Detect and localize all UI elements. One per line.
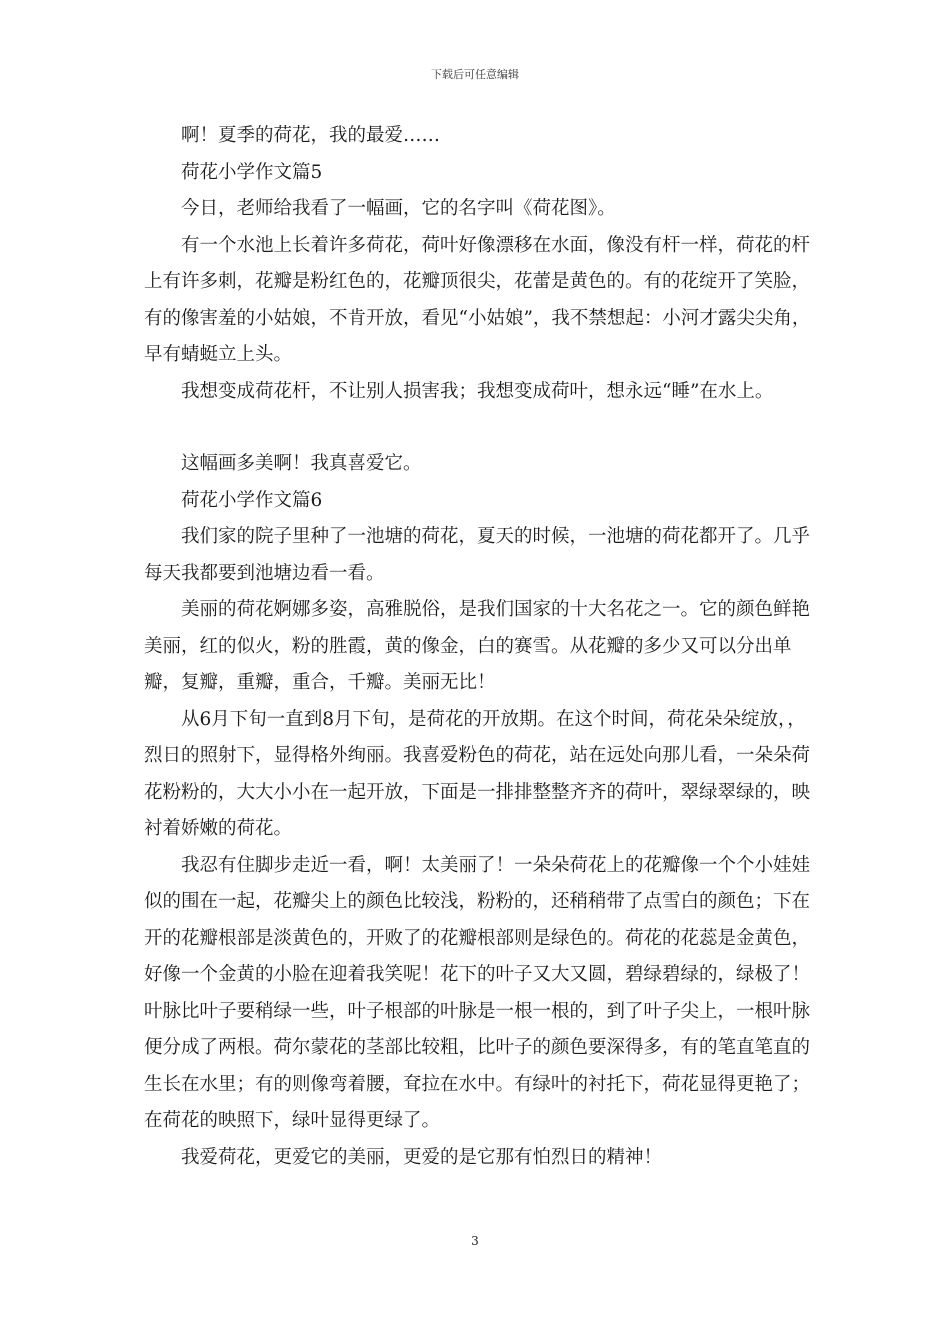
- paragraph-conclusion: 我爱荷花，更爱它的美丽，更爱的是它那有怕烈日的精神！: [181, 1146, 663, 1168]
- paragraph-painting-praise: 这幅画多美啊！我真喜爱它。: [181, 453, 422, 474]
- document-body: [144, 118, 816, 1176]
- paragraph-wish: 我想变成荷花杆，不让别人损害我；我想变成荷叶，想永远“睡”在水上。: [181, 380, 774, 402]
- paragraph-closer-look: 我忍有住脚步走近一看，啊！太美丽了！一朵朵荷花上的花瓣像一个个小娃娃似的围在一起，花瓣尖上的颜色比较浅，粉粉的，还稍稍带了点雪白的颜色；下在开的花瓣根部是淡黄色的，开败了的花瓣根部则是绿色的。荷花的花蕊是金黄色，好像一个金黄的小脸在迎着我笑呢！花下的叶子又大又圆，碧绿碧绿的，绿极了！叶脉比叶子要稍绿一些，叶子根部的叶脉是一根一根的，到了叶子尖上，一根叶脉便分成了两根。荷尔蒙花的茎部比较粗，比叶子的颜色要深得多，有的笔直笔直的生长在水里；有的则像弯着腰，耷拉在水中。有绿叶的衬托下，荷花显得更艳了；在荷花的映照下，绿叶显得更绿了。: [144, 854, 811, 1131]
- essay-title-5: 荷花小学作文篇5: [181, 161, 323, 183]
- paragraph-pond-description: 有一个水池上长着许多荷花，荷叶好像漂移在水面，像没有杆一样，荷花的杆上有许多刺，花瓣是粉红色的，花瓣顶很尖，花蕾是黄色的。有的花绽开了笑脸，有的像害羞的小姑娘，不肯开放，看见“小姑娘”，我不禁想起：小河才露尖尖角，早有蜻蜓立上头。: [144, 234, 811, 365]
- page-number: 3: [471, 1234, 479, 1248]
- essay-title-6: 荷花小学作文篇6: [181, 489, 323, 511]
- paragraph-closing-exclamation: 啊！夏季的荷花，我的最爱……: [181, 125, 441, 146]
- page-header: 下载后可任意编辑: [431, 68, 519, 81]
- paragraph-courtyard-pond: 我们家的院子里种了一池塘的荷花，夏天的时候，一池塘的荷花都开了。几乎每天我都要到池塘边看一看。: [144, 526, 811, 584]
- paragraph-lotus-beauty: 美丽的荷花婀娜多姿，高雅脱俗，是我们国家的十大名花之一。它的颜色鲜艳美丽，红的似火，粉的胜霞，黄的像金，白的赛雪。从花瓣的多少又可以分出单瓣，复瓣，重瓣，重合，千瓣。美丽无比！: [144, 599, 811, 693]
- paragraph-intro-painting: 今日，老师给我看了一幅画，它的名字叫《荷花图》。: [181, 198, 616, 219]
- blank-line: [144, 410, 816, 446]
- paragraph-blooming-period: 从6月下旬一直到8月下旬，是荷花的开放期。在这个时间，荷花朵朵绽放，，烈日的照射下，显得格外绚丽。我喜爱粉色的荷花，站在远处向那儿看，一朵朵荷花粉粉的，大大小小在一起开放，下面是一排排整整齐齐的荷叶，翠绿翠绿的，映衬着娇嫩的荷花。: [144, 708, 811, 839]
